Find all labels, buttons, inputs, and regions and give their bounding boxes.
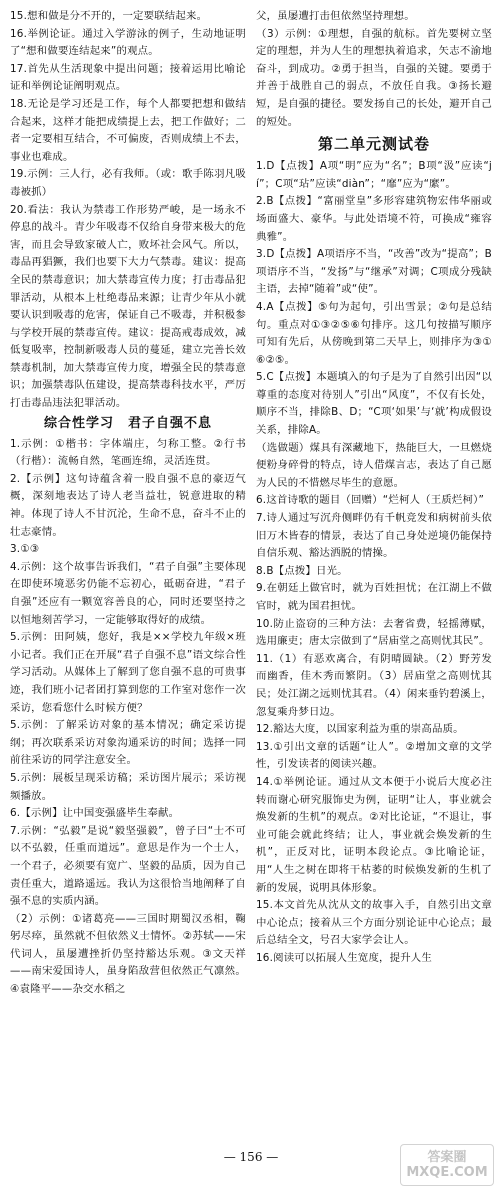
answer-item: 8.B【点拨】日光。: [256, 564, 348, 577]
section-title-unit2: 第二单元测试卷: [317, 135, 430, 154]
answer-item: 19.示例：三人行，必有我师。（或：歌手陈羽凡吸毒被抓）: [10, 168, 246, 198]
answer-item: 2.B【点拨】“富丽堂皇”多形容建筑物宏伟华丽或场面盛大、豪华。与此处语境不符，可换成“雍容典雅”。: [256, 195, 492, 243]
answer-item: 12.豁达大度，以国家利益为重的崇高品质。: [256, 723, 464, 736]
watermark-line1: 答案圈: [427, 1150, 467, 1165]
answer-item: 15.想和做是分不开的，一定要联结起来。: [10, 10, 208, 22]
answer-item: 14.①举例论证。通过从文本便于小说后大度必注转而谢心研究服饰史为例，证明“让人，事业就会焕发新的生机”的观点。②对比论证，“不退让，事业可能会就此终结；让人，事业就会焕发新的生机”，正反对比，证明本段论点。③比喻论证，用“人生之树在即将干枯萎的时候焕发新的生机了新的发展，说明具体形象。: [256, 775, 492, 894]
page-number: — 156 —: [223, 1150, 279, 1164]
answer-item: 16.阅读可以拓展人生宽度，提升人生: [256, 951, 432, 964]
answer-item: 3.D【点拨】A项语序不当，“改善”改为“提高”；B项语序不当，“发扬”与“继承”对调；C项成分残缺主语，去掉“随着”或“使”。: [256, 248, 492, 296]
answer-item: 7.诗人通过写沉舟侧畔仍有千帆竞发和病树前头依旧万木皆春的情景，表达了自己身处逆境仍能保持自信乐观、豁达洒脱的情操。: [256, 512, 492, 560]
answer-item: 2.【示例】这句诗蕴含着一股自强不息的豪迈气概，深刻地表达了诗人老当益壮，锐意进取的精神。体现了诗人不甘沉沦，生命不息，奋斗不止的壮志豪情。: [10, 472, 246, 538]
answer-item: （选做题）煤具有深藏地下，热能巨大，一旦燃烧便粉身碎骨的特点，诗人借煤言志，表达了自己愿为人民的不惜燃尽毕生的意愿。: [256, 441, 492, 489]
answer-item: 7.示例：“弘毅”是说“毅坚强毅”，曾子曰“士不可以不弘毅，任重而道远”。意思是作为一个士人，一个君子，必须要有宽广、坚毅的品质，因为自己责任重大，道路遥远。我认为这很恰当地阐释了自强不息的实质内涵。: [10, 824, 246, 908]
answer-item: 5.示例：了解采访对象的基本情况；确定采访提纲；再次联系采访对象沟通采访的时间；选择一同前往采访的同学注意安全。: [10, 719, 246, 767]
left-column: [10, 8, 246, 1136]
answer-item: 5.示例：展板呈现采访稿；采访图片展示；采访视频播放。: [10, 771, 246, 802]
answer-item: 4.A【点拨】⑤句为起句，引出雪景；②句是总结句。重点对①③②⑤⑥句排序。这几句按描写顺序可知有先后，从傍晚到第二天早上，则排序为③①⑥②⑤。: [256, 300, 492, 366]
watermark-line2: MXQE.COM: [406, 1165, 488, 1180]
answer-item: 4.示例：这个故事告诉我们，“君子自强”主要体现在即使环境恶劣仍能不忘初心，砥砺奋进，“君子自强”还应有一颗宽容善良的心，同时还要坚持之以恒地刻苦学习，一定能够取得好的成绩。: [10, 560, 246, 626]
watermark-logo: [400, 1144, 494, 1186]
answer-item: 20.看法：我认为禁毒工作形势严峻，是一场永不停息的战斗。青少年吸毒不仅给自身带来极大的危害，而且会导致家破人亡，败坏社会风气。所以，毒品再猖獗，我们也要下大力气禁毒。建议：提高全民的禁毒意识；加大禁毒宣传力度；打击毒品犯罪活动，从根本上杜绝毒品来源；让青少年从小就要认识到吸毒的危害，保证自己不吸毒，并积极参与学校开展的禁毒宣传。建议：提高戒毒成效，减低复吸率，控制新吸毒人员的蔓延，建立完善长效禁毒机制，加大禁毒宣传力度，增强全民的禁毒意识；加强禁毒队伍建设，提高禁毒科技水平，严厉打击毒品违法犯罪活动。: [10, 203, 246, 410]
answer-item: 15.本文首先从沈从文的故事入手，自然引出文章中心论点；接着从三个方面分别论证中心论点；最后总结全文，号召大家学会让人。: [256, 899, 492, 947]
answer-item: 6.这首诗歌的题目（回赠）“烂柯人（王质烂柯）”: [256, 494, 485, 507]
page-number-value: 156: [239, 1150, 263, 1164]
answer-item: 1.D【点拨】A项“明”应为“名”；B项“汲”应读“jí”；C项“玷”应读“diàn”；“靡”应为“縻”。: [256, 160, 492, 190]
two-column-layout: [10, 8, 492, 1136]
answer-item: 1.示例：①楷书：字体端庄，匀称工整。②行书（行楷）：流畅自然，笔画连绵，灵活连贯。: [10, 437, 246, 468]
right-column: [256, 8, 492, 1136]
answer-item: 18.无论是学习还是工作，每个人都要把想和做结合起来，这样才能把成绩提上去，把工作做好；二者一定要相互结合，不可偏废，否则成绩上不去，事业也难成。: [10, 97, 246, 163]
answer-item: 5.C【点拨】本题填入的句子是为了自然引出因“以尊重的态度对待别人”引出“风度”，不仅有长处，顺序不当，排除B、D；“C项‘如果’与‘就’构成假设关系，排除A。: [256, 371, 492, 437]
answer-item: 10.防止盗窃的三种方法：去奢省费，轻摇薄赋，选用廉吏；唐太宗做到了“居庙堂之高则忧其民”。: [256, 617, 492, 648]
answer-item: （3）示例：①理想，自强的航标。首先要树立坚定的理想，并为人生的理想执着追求，矢志不渝地奋斗，到成功。②勇于担当，自强的关键。要勇于并善于战胜自己的弱点，不放任自我。③扬长避短，是自强的捷径。要发扬自己的长处，避开自己的短处。: [256, 27, 492, 128]
answer-item: 9.在朝廷上做官时，就为百姓担忧；在江湖上不做官时，就为国君担忧。: [256, 582, 492, 612]
answer-item: 3.①③: [10, 543, 40, 556]
section-title-zonghe: 综合性学习 君子自强不息: [43, 415, 212, 431]
answer-item: 16.举例论证。通过入学游泳的例子，生动地证明了“想和做要连结起来”的观点。: [10, 27, 246, 58]
answer-item: 6.【示例】让中国变强盛毕生奉献。: [10, 807, 180, 820]
answer-item: 5.示例：田阿姨，您好，我是××学校九年级×班小记者。我们正在开展“君子自强不息”语文综合性学习活动。从媒体上了解到了您自强不息的可贵事迹，我们班小记者团打算到您的工作室对您作一次采访，您看您什么时候方便？: [10, 631, 246, 714]
answer-item: 父，虽屡遭打击但依然坚持理想。: [256, 10, 415, 22]
answer-item: 17.首先从生活现象中提出问题；接着运用比喻论证和举例论证阐明观点。: [10, 62, 246, 93]
answer-item: （2）示例：①诸葛亮——三国时期蜀汉丞相，鞠躬尽瘁，虽然就不但依然义士情怀。②苏轼——宋代词人，虽屡遭挫折仍坚持豁达乐观。③文天祥——南宋爱国诗人，虽身陷敌营但依然正气凛然。④袁隆平——杂交水稻之: [10, 912, 246, 996]
answer-item: 13.①引出文章的话题“让人”。②增加文章的文学性，引发读者的阅读兴趣。: [256, 740, 492, 771]
answer-item: 11.（1）有恶欢离合，有阴晴圆缺。（2）野芳发而幽香，佳木秀而繁阴。（3）居庙堂之高则忧其民；处江湖之远则忧其君。（4）闲来垂钓碧溪上，忽复乘舟梦日边。: [256, 652, 492, 718]
